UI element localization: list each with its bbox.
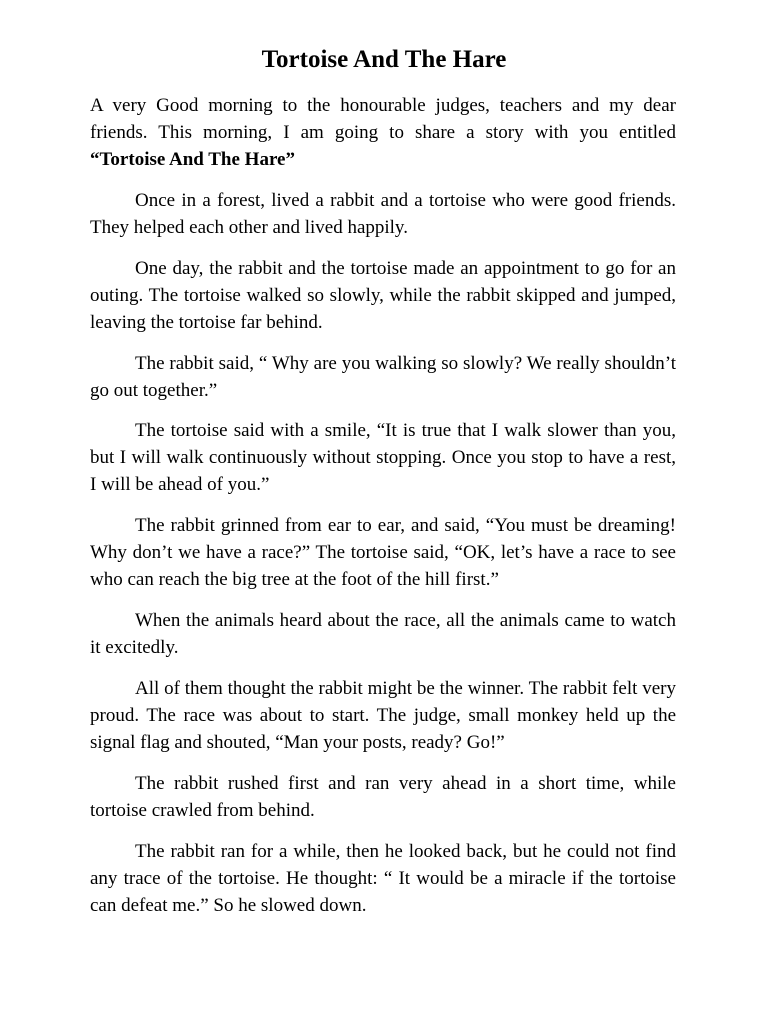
story-paragraph: All of them thought the rabbit might be the winner. The rabbit felt very proud. The race was about to start. The judge, small monkey held up the signal flag and shouted, “Man your posts, ready? Go!” bbox=[90, 678, 676, 753]
story-paragraph: The tortoise said with a smile, “It is true that I walk slower than you, but I will walk continuously without stopping. Once you stop to have a rest, I will be ahead of you.” bbox=[90, 420, 676, 495]
story-paragraph: One day, the rabbit and the tortoise made an appointment to go for an outing. The tortoise walked so slowly, while the rabbit skipped and jumped, leaving the tortoise far behind. bbox=[90, 258, 676, 333]
page-title: Tortoise And The Hare bbox=[261, 46, 507, 73]
story-paragraph: The rabbit rushed first and ran very ahead in a short time, while tortoise crawled from behind. bbox=[90, 773, 676, 821]
intro-text: A very Good morning to the honourable judges, teachers and my dear friends. This morning, I am going to share a story with you entitled bbox=[90, 95, 676, 143]
story-paragraph: The rabbit said, “ Why are you walking so slowly? We really shouldn’t go out together.” bbox=[90, 353, 676, 401]
story-title: “Tortoise And The Hare” bbox=[90, 149, 295, 170]
story-paragraph: The rabbit grinned from ear to ear, and said, “You must be dreaming! Why don’t we have a race?” The tortoise said, “OK, let’s have a race to see who can reach the big tree at the foot of the hill first.” bbox=[90, 515, 676, 590]
story-paragraph: When the animals heard about the race, all the animals came to watch it excitedly. bbox=[90, 610, 676, 658]
story-paragraph: The rabbit ran for a while, then he looked back, but he could not find any trace of the tortoise. He thought: “ It would be a miracle if the tortoise can defeat me.” So he slowed down. bbox=[90, 841, 676, 916]
intro-paragraph bbox=[90, 92, 676, 173]
story-paragraph: Once in a forest, lived a rabbit and a tortoise who were good friends. They helped each other and lived happily. bbox=[90, 190, 676, 238]
